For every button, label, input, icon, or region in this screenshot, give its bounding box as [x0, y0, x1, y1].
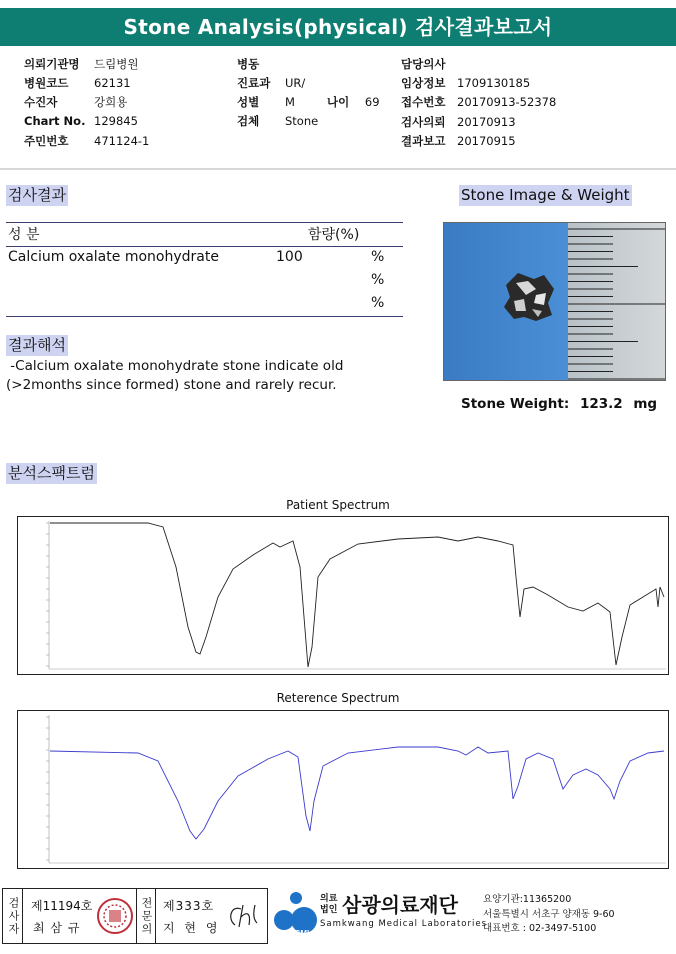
col-content-header: 함량(%) — [308, 227, 360, 243]
interpretation-line-2: (>2months since formed) stone and rarely recur. — [6, 377, 337, 393]
col-component-header: 성 분 — [8, 227, 40, 243]
table-header-rule — [6, 246, 403, 247]
patient-info-label: Chart No. — [24, 114, 86, 128]
examiner-name: 최 삼 규 — [33, 921, 81, 935]
result-unit: % — [371, 249, 385, 265]
patient-info-field — [24, 133, 149, 149]
org-details — [483, 893, 615, 937]
signature-box — [2, 888, 268, 944]
lab-info-field — [401, 114, 516, 130]
org-type-line-1: 의료 — [320, 894, 338, 904]
stone-weight-unit: mg — [633, 396, 658, 412]
org-name-en: Samkwang Medical Laboratories — [320, 919, 488, 929]
result-unit: % — [371, 272, 385, 288]
reference-spectrum-plot — [18, 711, 668, 868]
specialist-name: 지 현 영 — [163, 921, 221, 935]
patient-info-value: 471124-1 — [94, 134, 150, 148]
stone-image-heading: Stone Image & Weight — [461, 186, 630, 204]
interpretation-heading: 결과해석 — [8, 336, 66, 354]
patient-spectrum-title: Patient Spectrum — [286, 498, 390, 512]
result-amount: 100 — [276, 249, 303, 265]
clinic-info-label: 병동 — [237, 57, 260, 71]
table-top-rule — [6, 222, 403, 223]
specialist-role: 전문의 — [136, 889, 156, 943]
patient-info-value: 드림병원 — [94, 57, 139, 71]
specialist-license: 제333호 — [163, 899, 215, 913]
results-heading: 검사결과 — [8, 186, 66, 204]
logo-text: SML — [295, 929, 312, 938]
patient-info-field — [24, 94, 127, 110]
lab-info-label: 담당의사 — [401, 57, 446, 71]
seal-icon — [95, 895, 135, 937]
clinic-info-value: M — [285, 95, 295, 109]
org-address: 서울특별시 서초구 양재동 9-60 — [483, 908, 615, 920]
lab-info-field — [401, 56, 457, 72]
lab-info-field — [401, 133, 516, 149]
lab-info-value: 20170913 — [457, 115, 516, 129]
lab-info-field — [401, 75, 530, 91]
result-unit: % — [371, 295, 385, 311]
clinic-info-field — [237, 56, 285, 72]
patient-info-value: 강희용 — [94, 95, 128, 109]
reference-spectrum-chart — [17, 710, 669, 869]
patient-info-label: 수진자 — [24, 95, 58, 109]
clinic-info-label: 성별 — [237, 95, 260, 109]
stone-weight-value: 123.2 — [579, 396, 623, 412]
age-label: 나이 — [327, 95, 350, 109]
lab-info-label: 결과보고 — [401, 134, 446, 148]
patient-info-label: 주민번호 — [24, 134, 69, 148]
org-name: 삼광의료재단 — [342, 893, 458, 917]
patient-spectrum-chart — [17, 516, 669, 675]
footer — [0, 886, 676, 954]
clinic-info-label: 진료과 — [237, 76, 271, 90]
result-component: Calcium oxalate monohydrate — [8, 249, 219, 265]
stone-shape — [444, 223, 666, 381]
patient-info-field — [24, 114, 138, 128]
lab-info-field — [401, 94, 556, 110]
examiner-license: 제11194호 — [31, 899, 93, 913]
patient-info-field — [24, 75, 131, 91]
patient-info-label: 의뢰기관명 — [24, 57, 80, 71]
age-field — [327, 94, 380, 110]
patient-info-value: 62131 — [94, 76, 131, 90]
sml-logo-icon — [272, 890, 318, 942]
patient-info-value: 129845 — [94, 114, 138, 128]
org-phone: 대표번호 : 02-3497-5100 — [483, 923, 597, 934]
patient-info-label: 병원코드 — [24, 76, 69, 90]
stone-photo — [443, 222, 666, 381]
lab-info-label: 임상정보 — [401, 76, 446, 90]
table-bottom-rule — [6, 316, 403, 317]
clinic-info-value: Stone — [285, 114, 319, 128]
lab-info-label: 검사의뢰 — [401, 115, 446, 129]
org-type-line-2: 법인 — [320, 905, 338, 915]
info-divider — [0, 168, 676, 170]
clinic-info-value: UR/ — [285, 76, 306, 90]
interpretation-line-1: -Calcium oxalate monohydrate stone indicate old — [6, 358, 344, 374]
report-title: Stone Analysis(physical) 검사결과보고서 — [0, 8, 676, 46]
lab-info-value: 1709130185 — [457, 76, 531, 90]
stone-weight-label: Stone Weight: — [461, 396, 570, 412]
patient-spectrum-plot — [18, 517, 668, 674]
org-code: 요양기관:11365200 — [483, 894, 572, 905]
clinic-info-field — [237, 94, 295, 110]
stone-weight — [461, 396, 657, 412]
lab-info-value: 20170915 — [457, 134, 516, 148]
clinic-info-field — [237, 113, 318, 129]
clinic-info-field — [237, 75, 305, 91]
lab-info-value: 20170913-52378 — [457, 95, 557, 109]
age-value: 69 — [364, 95, 380, 109]
patient-info-field — [24, 56, 138, 72]
lab-info-label: 접수번호 — [401, 95, 446, 109]
examiner-role: 검사자 — [3, 889, 23, 943]
signature-icon — [225, 899, 263, 933]
org-type — [320, 894, 337, 916]
clinic-info-label: 검체 — [237, 114, 260, 128]
spectrum-heading: 분석스팩트럼 — [8, 464, 95, 482]
reference-spectrum-title: Reterence Spectrum — [276, 691, 400, 705]
